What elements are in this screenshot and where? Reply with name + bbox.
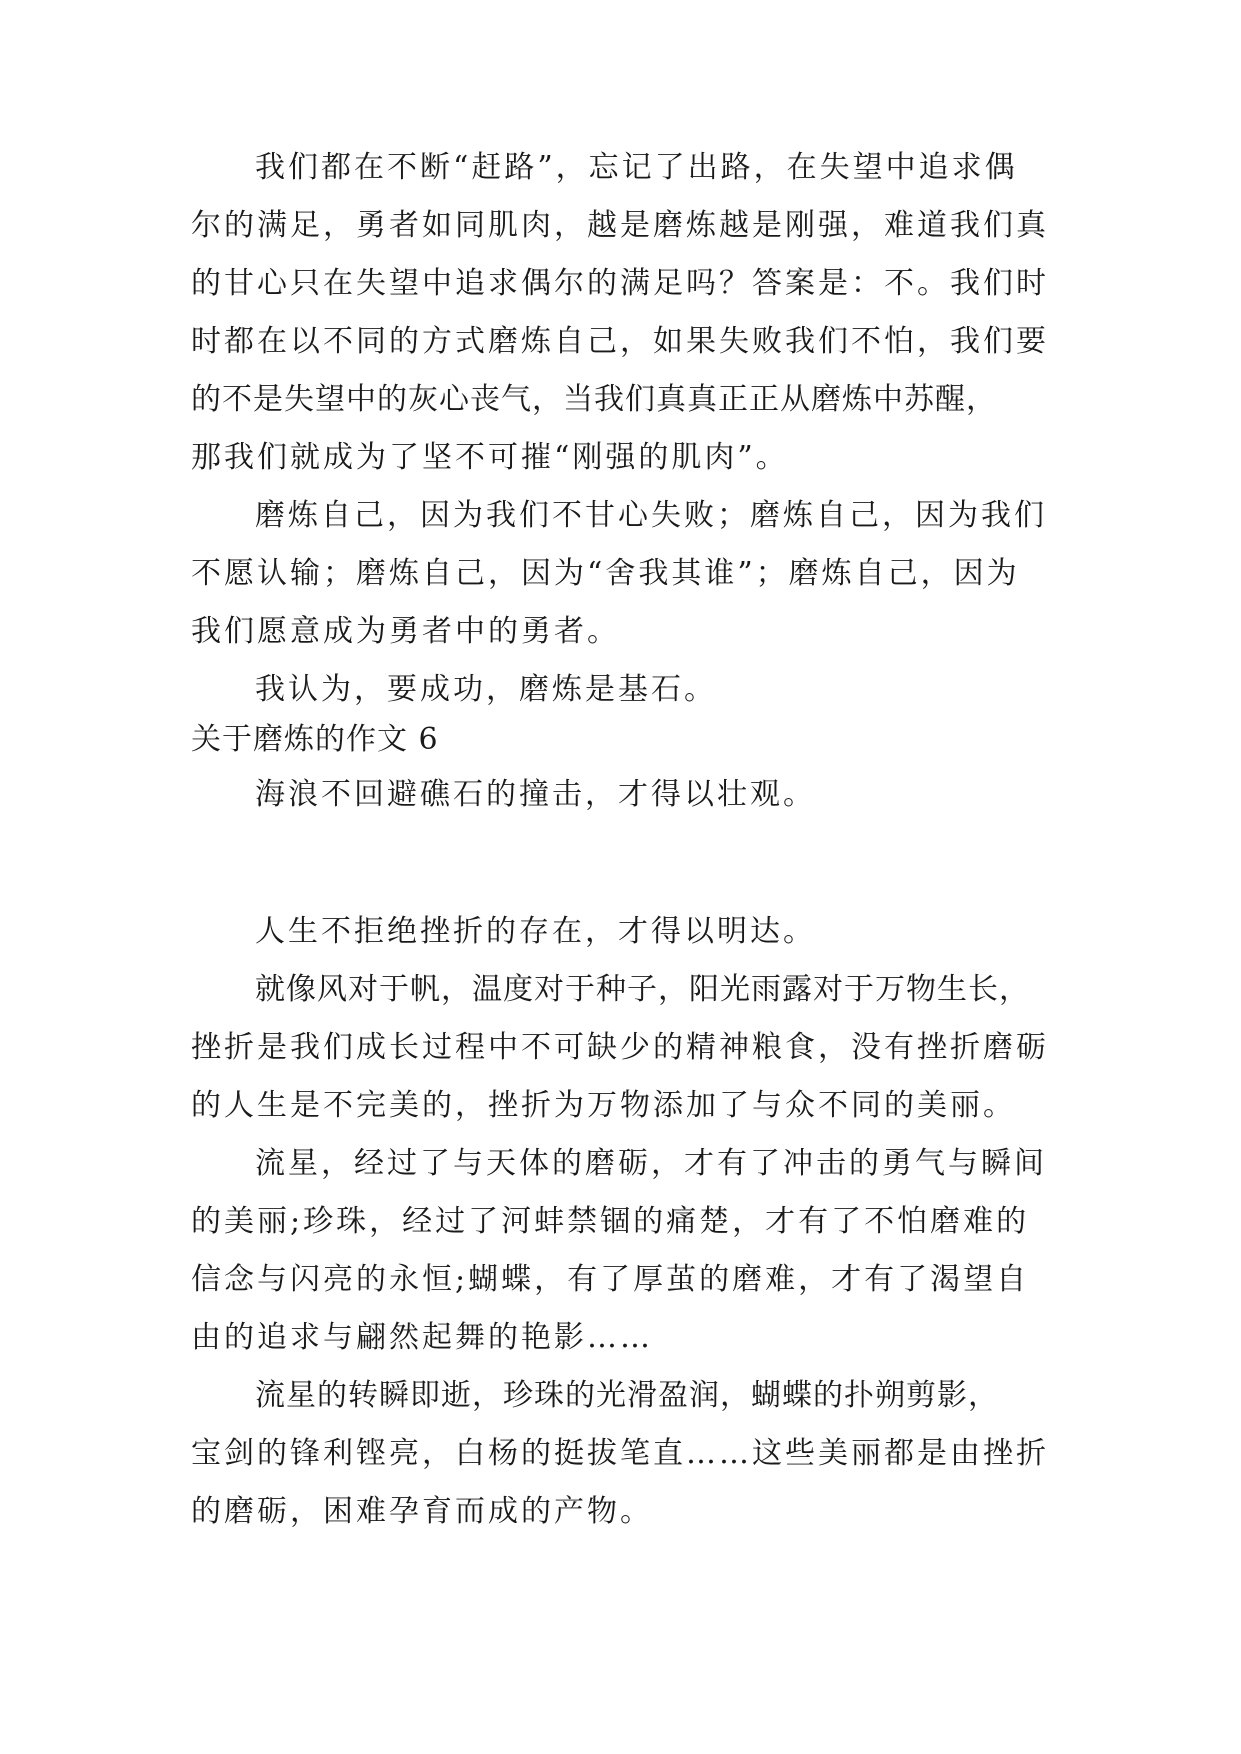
text-line: 不愿认输；磨炼自己，因为“舍我其谁”；磨炼自己，因为 bbox=[191, 556, 1020, 591]
text-line: 的甘心只在失望中追求偶尔的满足吗？答案是：不。我们时 bbox=[191, 266, 1049, 301]
text-line: 就像风对于帆，温度对于种子，阳光雨露对于万物生长， bbox=[255, 972, 1030, 1007]
text-line: 人生不拒绝挫折的存在，才得以明达。 bbox=[255, 914, 816, 949]
text-line: 流星的转瞬即逝，珍珠的光滑盈润，蝴蝶的扑朔剪影， bbox=[255, 1378, 999, 1413]
text-line: 宝剑的锋利铿亮，白杨的挺拔笔直……这些美丽都是由挫折 bbox=[191, 1436, 1049, 1471]
text-line: 的磨砺，困难孕育而成的产物。 bbox=[191, 1494, 653, 1529]
text-line: 挫折是我们成长过程中不可缺少的精神粮食，没有挫折磨砺 bbox=[191, 1030, 1049, 1065]
text-line: 我们都在不断“赶路”，忘记了出路，在失望中追求偶 bbox=[255, 150, 1018, 185]
text-line: 信念与闪亮的永恒;蝴蝶，有了厚茧的磨难，才有了渴望自 bbox=[191, 1262, 1030, 1297]
text-line: 的美丽;珍珠，经过了河蚌禁锢的痛楚，才有了不怕磨难的 bbox=[191, 1204, 1030, 1239]
text-line: 我们愿意成为勇者中的勇者。 bbox=[191, 614, 620, 649]
text-line: 那我们就成为了坚不可摧“刚强的肌肉”。 bbox=[191, 440, 789, 475]
text-line: 尔的满足，勇者如同肌肉，越是磨炼越是刚强，难道我们真 bbox=[191, 208, 1049, 243]
text-line: 磨炼自己，因为我们不甘心失败；磨炼自己，因为我们 bbox=[255, 498, 1047, 533]
text-line: 由的追求与翩然起舞的艳影…… bbox=[191, 1320, 653, 1355]
section-heading: 关于磨炼的作文 6 bbox=[191, 722, 439, 757]
text-line: 的人生是不完美的，挫折为万物添加了与众不同的美丽。 bbox=[191, 1088, 1016, 1123]
text-line: 海浪不回避礁石的撞击，才得以壮观。 bbox=[255, 777, 816, 812]
text-line: 时都在以不同的方式磨炼自己，如果失败我们不怕，我们要 bbox=[191, 324, 1049, 359]
text-line: 的不是失望中的灰心丧气，当我们真真正正从磨炼中苏醒， bbox=[191, 382, 997, 417]
text-line: 流星，经过了与天体的磨砺，才有了冲击的勇气与瞬间 bbox=[255, 1146, 1047, 1181]
text-line: 我认为，要成功，磨炼是基石。 bbox=[255, 672, 717, 707]
